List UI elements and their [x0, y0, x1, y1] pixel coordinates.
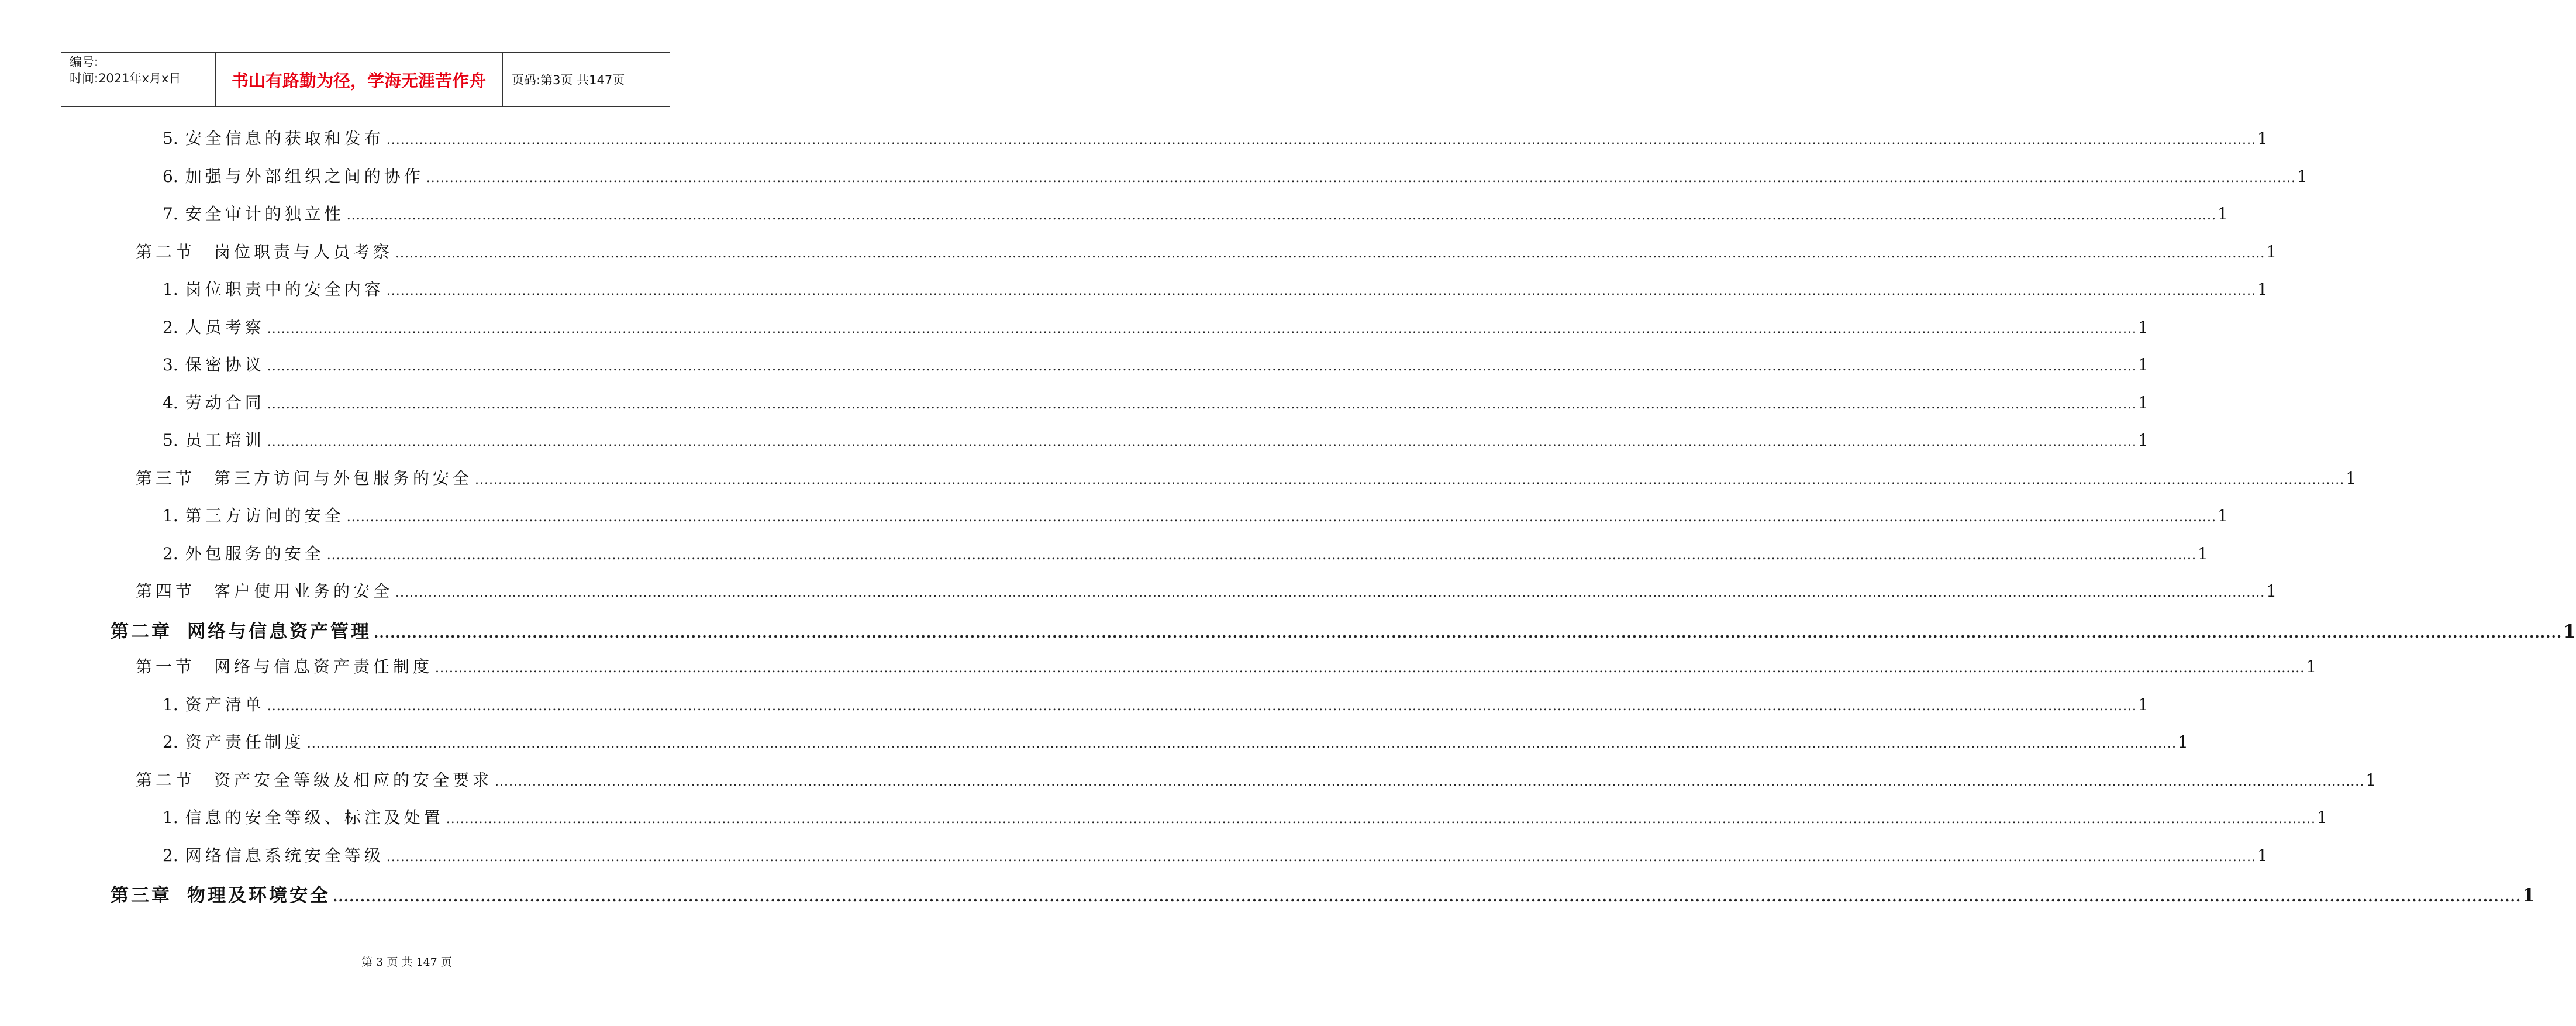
toc-entry-number: 第二节 [136, 770, 196, 790]
toc-entry-page: 1 [2138, 431, 2149, 450]
toc-entry-number: 2. [163, 317, 178, 337]
toc-entry-title: 岗位职责与人员考察 [214, 242, 394, 261]
toc-entry-number: 第三节 [136, 468, 196, 488]
toc-leader-dots: ................................................................................................................................................................................................................................................................................................................................................................................................................ [346, 208, 2216, 223]
toc-entry-title: 物理及环境安全 [187, 885, 330, 906]
toc-leader-dots: ................................................................................................................................................................................................................................................................................................................................................................................................................ [333, 888, 2522, 905]
page-header [61, 52, 670, 107]
toc-entry-title: 客户使用业务的安全 [214, 581, 394, 601]
toc-entry[interactable] [163, 315, 2149, 338]
toc-entry-title: 外包服务的安全 [185, 543, 325, 563]
toc-entry-label [163, 805, 444, 828]
toc-entry-page: 1 [2218, 506, 2228, 525]
toc-entry-label [163, 352, 265, 376]
toc-entry[interactable] [163, 126, 2268, 149]
toc-entry-label [111, 617, 371, 643]
toc-entry-number: 5. [163, 129, 178, 148]
toc-entry-number: 6. [163, 166, 178, 186]
toc-entry-label [163, 843, 384, 866]
toc-entry-label [163, 164, 424, 187]
toc-entry-title: 保密协议 [185, 355, 265, 374]
toc-entry-number: 第一节 [136, 657, 196, 676]
toc-entry-title: 网络信息系统安全等级 [185, 845, 384, 865]
toc-entry-title: 加强与外部组织之间的协作 [185, 166, 424, 186]
toc-entry[interactable] [111, 880, 2535, 907]
toc-entry-title: 资产责任制度 [185, 732, 305, 752]
toc-entry-label [163, 126, 384, 149]
toc-entry-label [136, 654, 433, 677]
document-number-label: 编号: [70, 55, 99, 69]
toc-entry-page: 1 [2218, 204, 2228, 223]
toc-entry-title: 安全审计的独立性 [185, 204, 344, 223]
toc-entry-label [163, 692, 265, 715]
toc-leader-dots: ................................................................................................................................................................................................................................................................................................................................................................................................................ [435, 661, 2305, 676]
toc-entry-label [136, 579, 393, 602]
toc-entry-page: 1 [2257, 129, 2268, 148]
toc-entry[interactable] [136, 579, 2277, 602]
toc-entry-label [163, 390, 265, 414]
toc-entry[interactable] [163, 277, 2268, 300]
toc-entry-title: 岗位职责中的安全内容 [185, 280, 384, 299]
toc-entry-number: 1. [163, 808, 178, 827]
toc-leader-dots: ................................................................................................................................................................................................................................................................................................................................................................................................................ [446, 812, 2316, 827]
toc-entry-page: 1 [2266, 581, 2277, 601]
toc-entry[interactable] [136, 239, 2277, 263]
toc-entry-title: 劳动合同 [185, 393, 265, 412]
toc-entry-page: 1 [2522, 885, 2535, 906]
header-page-info: 页码:第3页 共147页 [512, 73, 625, 87]
toc-entry-page: 1 [2266, 242, 2277, 261]
toc-entry-page: 1 [2563, 621, 2576, 642]
toc-leader-dots: ................................................................................................................................................................................................................................................................................................................................................................................................................ [267, 397, 2137, 412]
toc-entry-number: 第二节 [136, 242, 196, 261]
toc-entry-label [163, 201, 344, 225]
toc-leader-dots: ................................................................................................................................................................................................................................................................................................................................................................................................................ [386, 133, 2256, 147]
header-meta [70, 54, 181, 87]
toc-entry-title: 安全信息的获取和发布 [185, 129, 384, 148]
toc-leader-dots: ................................................................................................................................................................................................................................................................................................................................................................................................................ [395, 246, 2265, 261]
header-motto: 书山有路勤为径，学海无涯苦作舟 [231, 70, 486, 91]
document-time-label: 时间:2021年x月x日 [70, 71, 181, 85]
toc-entry[interactable] [163, 201, 2228, 225]
toc-entry-page: 1 [2306, 657, 2317, 676]
toc-entry-number: 7. [163, 204, 178, 223]
toc-entry-title: 第三方访问的安全 [185, 506, 344, 525]
toc-leader-dots: ................................................................................................................................................................................................................................................................................................................................................................................................................ [395, 586, 2265, 600]
toc-entry[interactable] [163, 805, 2327, 828]
toc-leader-dots: ................................................................................................................................................................................................................................................................................................................................................................................................................ [374, 624, 2563, 641]
toc-leader-dots: ................................................................................................................................................................................................................................................................................................................................................................................................................ [306, 736, 2177, 751]
toc-entry[interactable] [163, 692, 2149, 715]
toc-entry-title: 第三方访问与外包服务的安全 [214, 468, 473, 488]
toc-entry[interactable] [136, 466, 2357, 489]
toc-entry-page: 1 [2178, 732, 2188, 752]
toc-entry-page: 1 [2138, 355, 2149, 374]
toc-entry[interactable] [163, 843, 2268, 866]
toc-entry[interactable] [163, 352, 2149, 376]
toc-entry[interactable] [163, 503, 2228, 526]
toc-leader-dots: ................................................................................................................................................................................................................................................................................................................................................................................................................ [267, 698, 2137, 714]
toc-entry-number: 第三章 [111, 885, 172, 906]
toc-entry-number: 1. [163, 280, 178, 299]
toc-entry-label [163, 729, 305, 753]
toc-entry-label [163, 428, 265, 451]
toc-entry-label [136, 466, 473, 489]
toc-entry-page: 1 [2257, 845, 2268, 865]
toc-entry-label [163, 277, 384, 300]
toc-entry-label [136, 239, 393, 263]
toc-leader-dots: ................................................................................................................................................................................................................................................................................................................................................................................................................ [267, 321, 2137, 336]
toc-entry-number: 1. [163, 506, 178, 525]
toc-entry-page: 1 [2297, 166, 2308, 186]
toc-entry-number: 2. [163, 732, 178, 752]
toc-entry-label [163, 315, 265, 338]
toc-leader-dots: ................................................................................................................................................................................................................................................................................................................................................................................................................ [346, 510, 2216, 525]
toc-entry[interactable] [163, 729, 2188, 753]
toc-entry-page: 1 [2317, 808, 2327, 827]
toc-leader-dots: ................................................................................................................................................................................................................................................................................................................................................................................................................ [386, 284, 2256, 298]
toc-leader-dots: ................................................................................................................................................................................................................................................................................................................................................................................................................ [475, 472, 2345, 487]
toc-entry-page: 1 [2365, 770, 2377, 790]
toc-entry-title: 网络与信息资产责任制度 [214, 657, 433, 676]
toc-entry-number: 1. [163, 694, 178, 714]
toc-leader-dots: ................................................................................................................................................................................................................................................................................................................................................................................................................ [267, 435, 2137, 449]
page-footer: 第 3 页 共 147 页 [361, 956, 452, 969]
toc-entry-number: 第四节 [136, 581, 196, 601]
toc-entry-page: 1 [2138, 393, 2149, 412]
toc-entry-number: 3. [163, 355, 178, 374]
toc-entry-number: 2. [163, 845, 178, 865]
toc-entry-number: 第二章 [111, 621, 172, 642]
toc-entry-page: 1 [2138, 694, 2149, 714]
toc-leader-dots: ................................................................................................................................................................................................................................................................................................................................................................................................................ [386, 849, 2256, 865]
toc-entry-number: 5. [163, 431, 178, 450]
toc-entry[interactable] [163, 390, 2149, 414]
toc-entry-label [111, 880, 330, 907]
toc-leader-dots: ................................................................................................................................................................................................................................................................................................................................................................................................................ [495, 774, 2365, 789]
toc-entry-number: 2. [163, 543, 178, 563]
toc-entry-title: 资产安全等级及相应的安全要求 [214, 770, 493, 790]
toc-leader-dots: ................................................................................................................................................................................................................................................................................................................................................................................................................ [426, 170, 2296, 185]
toc-entry-page: 1 [2257, 280, 2268, 299]
toc-entry-page: 1 [2138, 317, 2149, 337]
toc-entry-title: 网络与信息资产管理 [187, 621, 371, 642]
toc-entry[interactable] [163, 428, 2149, 451]
toc-entry-label [136, 767, 492, 791]
toc-leader-dots: ................................................................................................................................................................................................................................................................................................................................................................................................................ [326, 548, 2196, 563]
toc-entry-number: 4. [163, 393, 178, 412]
toc-entry[interactable] [163, 541, 2208, 564]
toc-entry-title: 信息的安全等级、标注及处置 [185, 808, 444, 827]
toc-entry[interactable] [111, 617, 2576, 643]
toc-entry[interactable] [136, 654, 2317, 677]
toc-leader-dots: ................................................................................................................................................................................................................................................................................................................................................................................................................ [267, 359, 2137, 374]
toc-entry-title: 员工培训 [185, 431, 265, 450]
toc-entry-title: 人员考察 [185, 317, 265, 337]
toc-entry-label [163, 541, 325, 564]
toc-entry[interactable] [136, 767, 2377, 791]
toc-entry[interactable] [163, 164, 2308, 187]
toc-entry-label [163, 503, 344, 526]
toc-entry-title: 资产清单 [185, 694, 265, 714]
toc-entry-page: 1 [2346, 468, 2357, 488]
toc-entry-page: 1 [2198, 543, 2208, 563]
